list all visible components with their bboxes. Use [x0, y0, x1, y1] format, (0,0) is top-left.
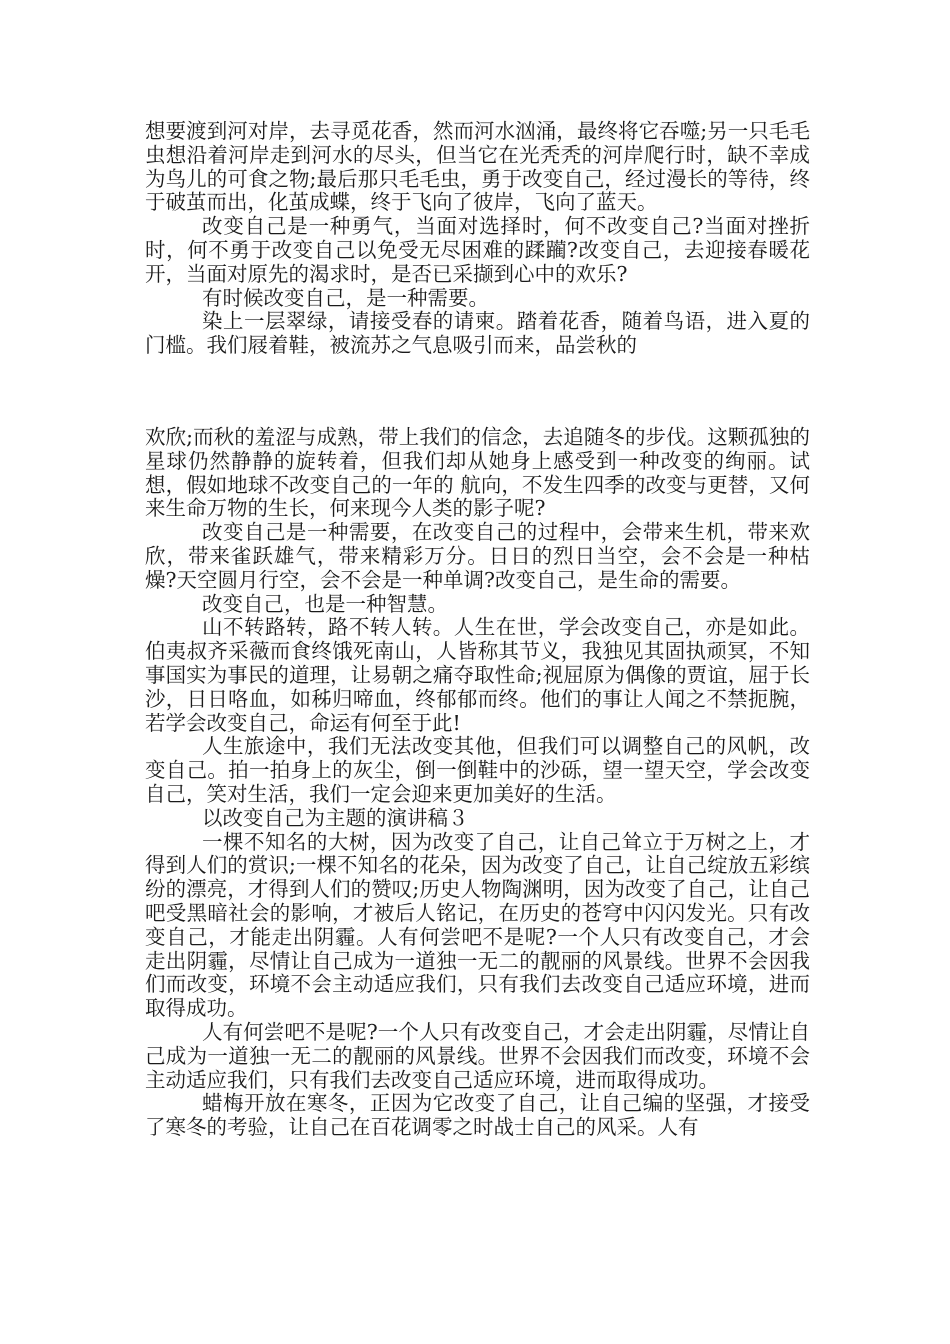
paragraph: 山不转路转，路不转人转。人生在世，学会改变自己，亦是如此。伯夷叔齐采薇而食终饿死南山，人皆称其节义，我独见其固执顽冥，不知事国实为事民的道理，让易朝之痛夺取性命;视屈原为偶像的贾谊，屈于长沙，日日咯血，如秭归啼血，终郁郁而终。他们的事让人闻之不禁扼腕，若学会改变自己，命运有何至于此! — [145, 615, 810, 735]
text-block-main — [145, 426, 810, 1140]
paragraph: 有时候改变自己，是一种需要。 — [202, 285, 489, 310]
section-heading: 以改变自己为主题的演讲稿３ — [202, 805, 469, 830]
paragraph: 欢欣;而秋的羞涩与成熟，带上我们的信念，去追随冬的步伐。这颗孤独的星球仍然静静的旋转着，但我们却从她身上感受到一种改变的绚丽。试想，假如地球不改变自己的一年的 航向，不发生四季的改变与更替，又何来生命万物的生长，何来现今人类的影子呢? — [145, 425, 810, 521]
paragraph: 人有何尝吧不是呢?一个人只有改变自己，才会走出阴霾，尽情让自己成为一道独一无二的靓丽的风景线。世界不会因我们而改变，环境不会主动适应我们，只有我们去改变自己适应环境，进而取得成功。 — [145, 1019, 810, 1092]
paragraph: 人生旅途中，我们无法改变其他，但我们可以调整自己的风帆，改变自己。拍一拍身上的灰尘，倒一倒鞋中的沙砾，望一望天空，学会改变自己，笑对生活，我们一定会迎来更加美好的生活。 — [145, 734, 810, 806]
paragraph: 改变自己是一种勇气，当面对选择时，何不改变自己?当面对挫折时，何不勇于改变自己以免受无尽困难的蹂躏?改变自己，去迎接春暖花开，当面对原先的渴求时，是否已采撷到心中的欢乐? — [145, 214, 810, 286]
paragraph: 想要渡到河对岸，去寻觅花香，然而河水汹涌，最终将它吞噬;另一只毛毛虫想沿着河岸走到河水的尽头，但当它在光秃秃的河岸爬行时，缺不幸成为鸟儿的可食之物;最后那只毛毛虫，勇于改变自己，经过漫长的等待，终于破茧而出，化茧成蝶，终于飞向了彼岸，飞向了蓝天。 — [145, 119, 810, 215]
paragraph: 蜡梅开放在寒冬，正因为它改变了自己，让自己编的坚强，才接受了寒冬的考验，让自己在百花调零之时战士自己的风采。人有 — [145, 1091, 810, 1140]
paragraph: 一棵不知名的大树，因为改变了自己，让自己耸立于万树之上，才得到人们的赏识;一棵不知名的花朵，因为改变了自己，让自己绽放五彩缤纷的漂亮，才得到人们的赞叹;历史人物陶渊明，因为改变了自己，让自己吧受黑暗社会的影响，才被后人铭记，在历史的苍穹中闪闪发光。只有改变自己，才能走出阴霾。人有何尝吧不是呢?一个人只有改变自己，才会走出阴霾，尽情让自己成为一道独一无二的靓丽的风景线。世界不会因我们而改变，环境不会主动适应我们，只有我们去改变自己适应环境，进而取得成功。 — [145, 829, 810, 1021]
text-block-top — [145, 120, 810, 358]
document-page — [145, 0, 810, 1344]
paragraph: 染上一层翠绿，请接受春的请柬。踏着花香，随着鸟语，进入夏的门槛。我们屐着鞋，被流苏之气息吸引而来，品尝秋的 — [145, 309, 810, 358]
paragraph: 改变自己是一种需要，在改变自己的过程中，会带来生机，带来欢欣，带来雀跃雄气，带来精彩万分。日日的烈日当空，会不会是一种枯燥?天空圆月行空，会不会是一种单调?改变自己，是生命的需要。 — [145, 520, 810, 592]
paragraph: 改变自己，也是一种智慧。 — [202, 591, 448, 616]
